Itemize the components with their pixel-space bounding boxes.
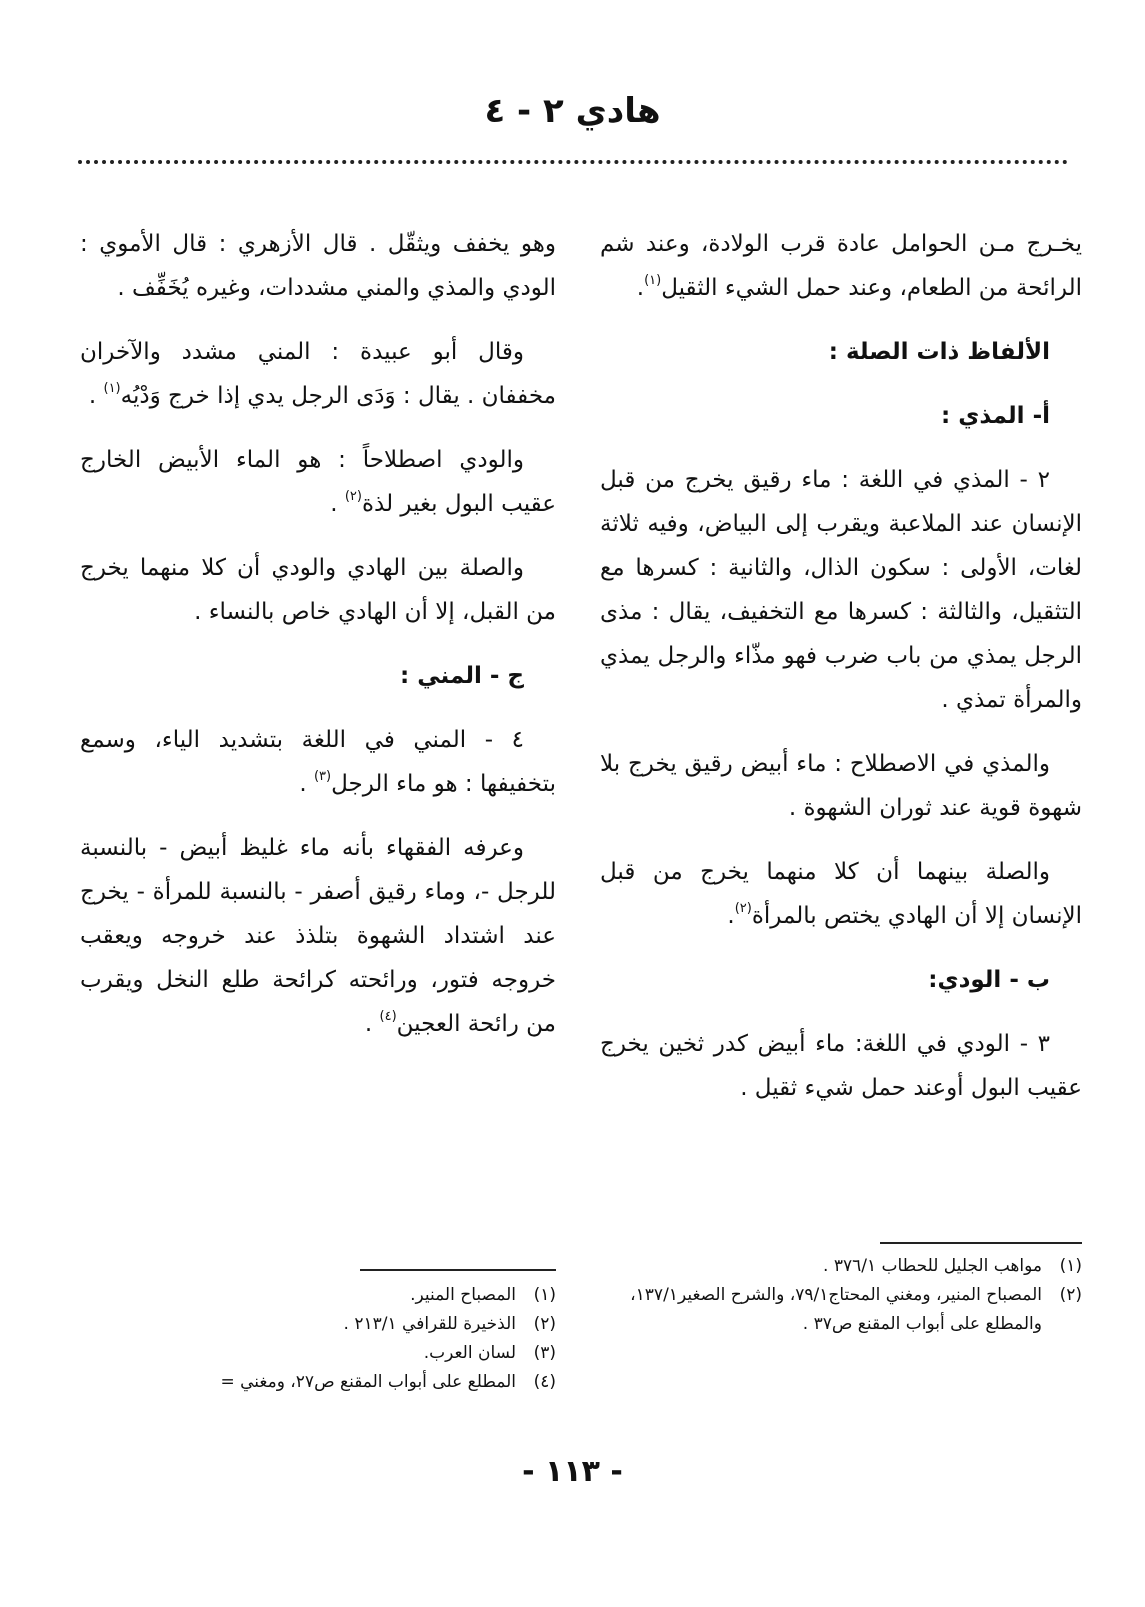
paragraph: والودي اصطلاحاً : هو الماء الأبيض الخارج عقيب البول بغير لذة$^{(٢)}$ . <box>80 447 556 517</box>
footnote-ref: (٢) <box>344 489 362 505</box>
footnote <box>80 1310 556 1339</box>
footnote-ref: (٤) <box>379 1009 397 1025</box>
footnote-number: (١) <box>533 1285 556 1305</box>
paragraph: والصلة بينهما أن كلا منهما يخرج من قبل الإنسان إلا أن الهادي يختص بالمرأة$^{(٢)}$. <box>600 859 1082 929</box>
footnote <box>80 1281 556 1310</box>
footnote-ref: (١) <box>644 273 662 289</box>
paragraph: والمذي في الاصطلاح : ماء أبيض رقيق يخرج بلا شهوة قوية عند ثوران الشهوة . <box>600 751 1082 821</box>
footnote-separator <box>880 1242 1082 1244</box>
footnote <box>600 1252 1082 1281</box>
footnote-number: (٤) <box>533 1372 556 1392</box>
running-header: هادي ٢ - ٤ <box>484 91 661 131</box>
paragraph: يخـرج مـن الحوامل عادة قرب الولادة، وعند شم الرائحة من الطعام، وعند حمل الشيء الثقيل$^{(١)}$. <box>600 231 1082 301</box>
footnote-ref: (٣) <box>313 769 332 785</box>
footnote-number: (١) <box>1059 1256 1082 1276</box>
footnote-text: المصباح المنير، ومغني المحتاج٧٩/١، والشرح الصغير١٣٧/١، والمطلع على أبواب المقنع ص٣٧ . <box>630 1285 1042 1334</box>
paragraph: ٢ - المذي في اللغة : ماء رقيق يخرج من قبل الإنسان عند الملاعبة ويقرب إلى البياض، وفيه ثلاثة لغات، الأولى : سكون الذال، والثانية : كسرها مع التثقيل، والثالثة : كسرها مع التخفيف، يقال : مذى الرجل يمذي من باب ضرب فهو مذّاء والرجل يمذي والمرأة تمذي . <box>600 467 1082 713</box>
header-dotted-rule <box>78 160 1068 164</box>
paragraph: ٣ - الودي في اللغة: ماء أبيض كدر ثخين يخرج عقيب البول أوعند حمل شيء ثقيل . <box>600 1031 1082 1101</box>
footnote-number: (٢) <box>533 1314 556 1334</box>
subsection-heading: أ- المذي : <box>941 403 1050 429</box>
paragraph: والصلة بين الهادي والودي أن كلا منهما يخرج من القبل، إلا أن الهادي خاص بالنساء . <box>80 555 556 625</box>
footnote-text: لسان العرب. <box>423 1343 516 1363</box>
footnotes-left <box>80 1281 556 1397</box>
paragraph: وعرفه الفقهاء بأنه ماء غليظ أبيض - بالنسبة للرجل -، وماء رقيق أصفر - بالنسبة للمرأة - يخرج عند اشتداد الشهوة بتلذذ عند خروجه ويعقب خروجه فتور، ورائحته كرائحة طلع النخل ويقرب من رائحة العجين$^{(٤)}$ . <box>80 835 556 1037</box>
footnotes-right <box>600 1252 1082 1339</box>
footnote-number: (٢) <box>1059 1285 1082 1305</box>
right-column <box>600 222 1082 1130</box>
footnote-text: مواهب الجليل للحطاب ٣٧٦/١ . <box>823 1256 1042 1276</box>
footnote-ref: (١) <box>103 381 121 397</box>
footnote-number: (٣) <box>533 1343 556 1363</box>
paragraph: ٤ - المني في اللغة بتشديد الياء، وسمع بتخفيفها : هو ماء الرجل$^{(٣)}$ . <box>80 727 556 797</box>
page-number: - ١١٣ - <box>522 1454 623 1489</box>
paragraph: وهو يخفف ويثقّل . قال الأزهري : قال الأموي : الودي والمذي والمني مشددات، وغيره يُخَفِّف . <box>80 231 556 301</box>
footnote-separator <box>360 1269 556 1271</box>
footnote <box>80 1339 556 1368</box>
footnote-ref: (٢) <box>734 901 752 917</box>
footnote-text: الذخيرة للقرافي ٢١٣/١ . <box>343 1314 516 1334</box>
section-heading: الألفاظ ذات الصلة : <box>828 339 1050 365</box>
subsection-heading: ج - المني : <box>400 663 524 689</box>
left-column <box>80 222 556 1066</box>
subsection-heading: ب - الودي: <box>928 967 1050 993</box>
footnote-text: المصباح المنير. <box>410 1285 516 1305</box>
footnote <box>600 1281 1082 1339</box>
paragraph: وقال أبو عبيدة : المني مشدد والآخران مخففان . يقال : وَدَى الرجل يدي إذا خرج وَدْيُه$^{(١)}$ . <box>80 339 556 409</box>
footnote-text: المطلع على أبواب المقنع ص٢٧، ومغني = <box>220 1372 516 1392</box>
footnote <box>80 1368 556 1397</box>
